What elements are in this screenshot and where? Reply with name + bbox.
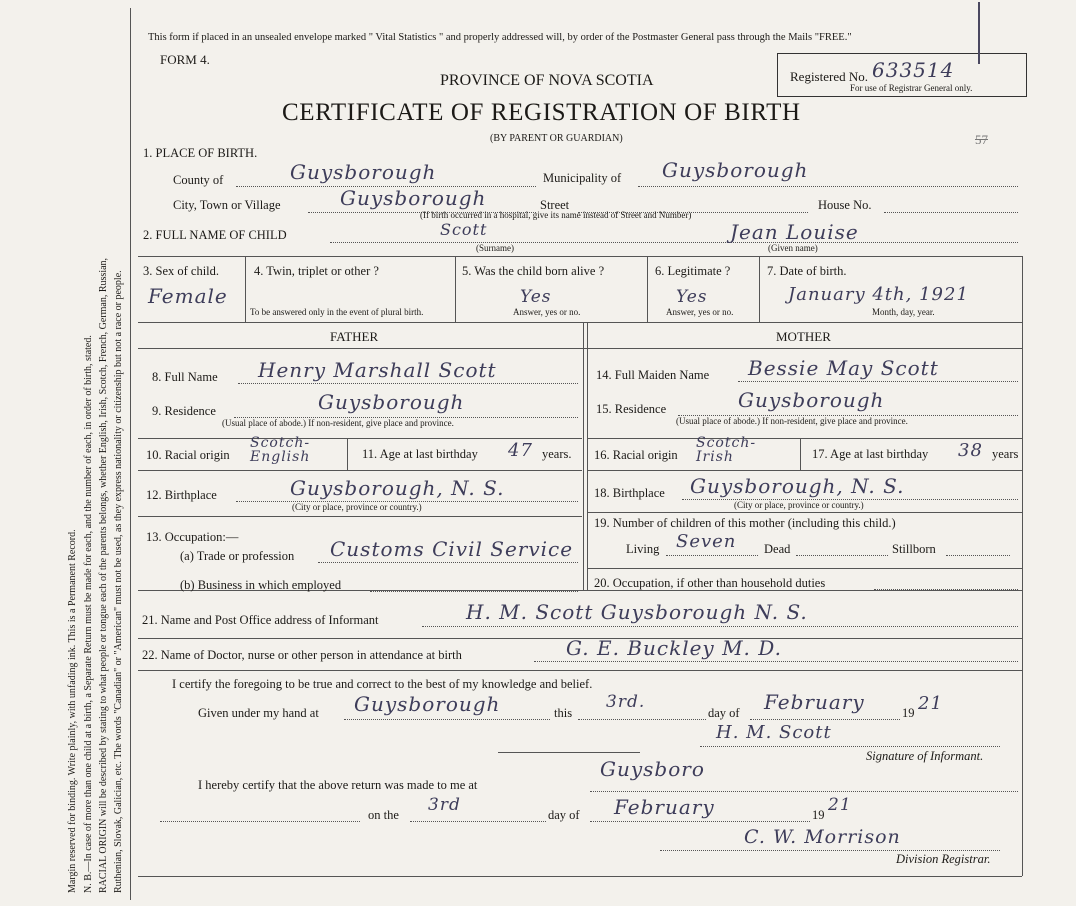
informant-signature: H. M. Scott: [716, 722, 832, 743]
given-day-line: [578, 719, 706, 720]
registrar-signature-line: [660, 850, 1000, 851]
child-surname: Scott: [440, 220, 488, 239]
mother-occupation-label: 20. Occupation, if other than household duties: [594, 576, 826, 590]
place-of-birth-label: 1. PLACE OF BIRTH.: [143, 146, 258, 160]
registrar-signature: C. W. Morrison: [744, 826, 901, 848]
father-birthplace-value: Guysborough, N. S.: [290, 476, 505, 500]
mother-birthplace-note: (City or place, province or country.): [734, 500, 864, 510]
mother-age-label: 17. Age at last birthday: [812, 447, 929, 461]
registrar-year-value: 21: [828, 795, 852, 815]
father-age-value: 47: [508, 440, 533, 461]
county-label: County of: [173, 173, 224, 187]
given-name-note: (Given name): [768, 243, 818, 253]
registered-number: 633514: [872, 58, 955, 82]
dead-label: Dead: [764, 542, 791, 556]
registrar-place-value: Guysboro: [600, 757, 705, 781]
mother-years-label: years: [992, 447, 1019, 461]
details-divider-1: [245, 256, 246, 322]
alive-label: 5. Was the child born alive ?: [462, 264, 605, 278]
informant-line: [422, 626, 1018, 627]
registrar-text: I hereby certify that the above return was made to me at: [198, 778, 478, 792]
mother-race-divider: [800, 438, 801, 470]
legitimate-value: Yes: [676, 287, 708, 307]
mother-residence-value: Guysborough: [738, 388, 885, 412]
margin-note-binding: Margin reserved for binding. Write plainly, with unfading ink. This is a Permanent Record.: [67, 529, 78, 893]
mother-birthplace-value: Guysborough, N. S.: [690, 474, 905, 498]
father-race-rule-bottom: [138, 470, 582, 471]
parents-divider: [583, 322, 584, 590]
father-birthplace-note: (City or place, province or country.): [292, 502, 422, 512]
doctor-label: 22. Name of Doctor, nurse or other person in attendance at birth: [142, 648, 462, 662]
given-under-label: Given under my hand at: [198, 706, 319, 720]
registrar-note: For use of Registrar General only.: [850, 83, 973, 93]
registrar-day-of-label: day of: [548, 808, 580, 822]
parents-divider-2: [587, 322, 588, 590]
children-count-label: 19. Number of children of this mother (including this child.): [594, 516, 896, 530]
child-given-name: Jean Louise: [730, 220, 859, 244]
registrar-lead-line: [160, 821, 360, 822]
father-name-line: [238, 383, 578, 384]
father-residence-note: (Usual place of abode.) If non-resident, give place and province.: [222, 418, 454, 428]
twin-note: To be answered only in the event of plural birth.: [250, 307, 424, 317]
mother-race-label: 16. Racial origin: [594, 448, 678, 462]
doctor-value: G. E. Buckley M. D.: [566, 636, 782, 660]
trade-label: (a) Trade or profession: [180, 549, 295, 563]
business-line: [370, 591, 578, 592]
details-bottom-rule: [138, 322, 1022, 323]
father-occupation-rule: [138, 516, 582, 517]
mother-name-value: Bessie May Scott: [748, 356, 939, 380]
registered-label: Registered No.: [790, 69, 868, 84]
certificate-title: CERTIFICATE OF REGISTRATION OF BIRTH: [282, 99, 801, 126]
given-day-value: 3rd.: [606, 692, 646, 712]
mother-occupation-line: [874, 589, 1018, 590]
details-divider-4: [759, 256, 760, 322]
bottom-rule: [138, 876, 1022, 877]
day-of-label: day of: [708, 706, 740, 720]
father-race-value: Scotch-English: [250, 435, 311, 465]
dob-label: 7. Date of birth.: [767, 264, 847, 278]
city-label: City, Town or Village: [173, 198, 281, 212]
certify-text: I certify the foregoing to be true and correct to the best of my knowledge and belief.: [172, 677, 593, 691]
alive-value: Yes: [520, 287, 552, 307]
mother-heading: MOTHER: [776, 329, 831, 344]
sex-value: Female: [148, 284, 228, 308]
signature-rule: [498, 752, 640, 753]
year-prefix: 19: [902, 706, 915, 720]
city-value: Guysborough: [340, 186, 487, 210]
dob-note: Month, day, year.: [872, 307, 935, 317]
living-line: [666, 555, 758, 556]
father-name-value: Henry Marshall Scott: [258, 358, 497, 382]
twin-label: 4. Twin, triplet or other ?: [254, 264, 379, 278]
father-race-divider: [347, 438, 348, 470]
trade-line: [318, 562, 578, 563]
given-year-value: 21: [918, 693, 943, 714]
details-divider-2: [455, 256, 456, 322]
house-line: [884, 212, 1018, 213]
pen-stroke: [978, 2, 980, 64]
details-top-rule: [138, 256, 1022, 257]
form-number: FORM 4.: [160, 52, 210, 67]
municipality-line: [638, 186, 1018, 187]
father-heading: FATHER: [330, 329, 379, 344]
living-value: Seven: [676, 531, 737, 552]
stillborn-line: [946, 555, 1010, 556]
alive-note: Answer, yes or no.: [513, 307, 581, 317]
division-registrar-label: Division Registrar.: [896, 852, 991, 866]
father-residence-label: 9. Residence: [152, 404, 216, 418]
trade-value: Customs Civil Service: [330, 537, 574, 561]
living-label: Living: [626, 542, 660, 556]
business-label: (b) Business in which employed: [180, 578, 342, 592]
mother-occupation-rule: [588, 568, 1022, 569]
doctor-line: [534, 661, 1018, 662]
binding-line: [130, 8, 131, 900]
given-place-line: [344, 719, 550, 720]
given-place-value: Guysborough: [354, 692, 501, 716]
informant-label: 21. Name and Post Office address of Informant: [142, 613, 379, 627]
stillborn-label: Stillborn: [892, 542, 936, 556]
dead-line: [796, 555, 888, 556]
legitimate-note: Answer, yes or no.: [666, 307, 734, 317]
right-border: [1022, 256, 1023, 876]
registrar-year-prefix: 19: [812, 808, 825, 822]
margin-note-nb: N. B.—In case of more than one child at a birth, a Separate Return must be made for each, and the number of each, in order of birth, stated.: [83, 335, 94, 893]
mother-birthplace-label: 18. Birthplace: [594, 486, 665, 500]
mother-children-rule: [588, 512, 1022, 513]
mother-race-value: Scotch-Irish: [696, 435, 757, 465]
informant-value: H. M. Scott Guysborough N. S.: [466, 600, 808, 624]
county-value: Guysborough: [290, 160, 437, 184]
mother-name-label: 14. Full Maiden Name: [596, 368, 710, 382]
surname-note: (Surname): [476, 243, 514, 253]
legitimate-label: 6. Legitimate ?: [655, 264, 731, 278]
father-occupation-label: 13. Occupation:—: [146, 530, 239, 544]
province-title: PROVINCE OF NOVA SCOTIA: [440, 72, 654, 89]
mother-residence-label: 15. Residence: [596, 402, 667, 416]
certificate-subtitle: (BY PARENT OR GUARDIAN): [490, 133, 623, 144]
house-no-label: House No.: [818, 198, 872, 212]
father-years-label: years.: [542, 447, 572, 461]
doctor-rule: [138, 670, 1022, 671]
mother-age-value: 38: [958, 440, 983, 461]
informant-signature-line: [700, 746, 1000, 747]
father-race-rule-top: [138, 438, 582, 439]
registrar-month-value: February: [614, 795, 715, 819]
hospital-note: (If birth occurred in a hospital, give its name instead of Street and Number): [420, 210, 692, 220]
sex-label: 3. Sex of child.: [143, 264, 220, 278]
father-race-label: 10. Racial origin: [146, 448, 230, 462]
registrar-day-line: [410, 821, 546, 822]
father-birthplace-label: 12. Birthplace: [146, 488, 217, 502]
registrar-place-line: [590, 791, 1018, 792]
given-month-line: [750, 719, 900, 720]
father-residence-value: Guysborough: [318, 390, 465, 414]
parents-heading-rule: [138, 348, 1022, 349]
registrar-month-line: [590, 821, 810, 822]
father-age-label: 11. Age at last birthday: [362, 447, 478, 461]
mail-note: This form if placed in an unsealed envelope marked " Vital Statistics " and properly addressed will, by order of the Postmaster General pass through the Mails "FREE.": [148, 32, 852, 43]
municipality-value: Guysborough: [662, 158, 809, 182]
details-divider-3: [647, 256, 648, 322]
street-label: Street: [540, 198, 570, 212]
child-name-line: [330, 242, 1018, 243]
signature-of-informant-label: Signature of Informant.: [866, 749, 984, 763]
on-the-label: on the: [368, 808, 399, 822]
father-name-label: 8. Full Name: [152, 370, 218, 384]
child-name-label: 2. FULL NAME OF CHILD: [143, 228, 287, 242]
mother-name-line: [738, 381, 1018, 382]
given-month-value: February: [764, 690, 865, 714]
dob-value: January 4th, 1921: [788, 284, 969, 305]
margin-note-racial: RACIAL ORIGIN will be described by stating to what people or tongue each of the parents belongs, whether English, Irish, Scotch, French, German, Russian,: [98, 257, 109, 893]
corner-mark: 57: [975, 132, 988, 147]
mother-residence-note: (Usual place of abode.) If non-resident, give place and province.: [676, 416, 908, 426]
mother-race-rule-bottom: [588, 470, 1022, 471]
registrar-day-value: 3rd: [428, 795, 461, 815]
mother-race-rule-top: [588, 438, 1022, 439]
this-label: this: [554, 706, 573, 720]
margin-note-racial-2: Ruthenian, Slovak, Galician, etc. The words "Canadian" or "American" must not be used, as they express nationality or citizenship but not a race or people.: [113, 270, 124, 893]
municipality-label: Municipality of: [543, 171, 622, 185]
